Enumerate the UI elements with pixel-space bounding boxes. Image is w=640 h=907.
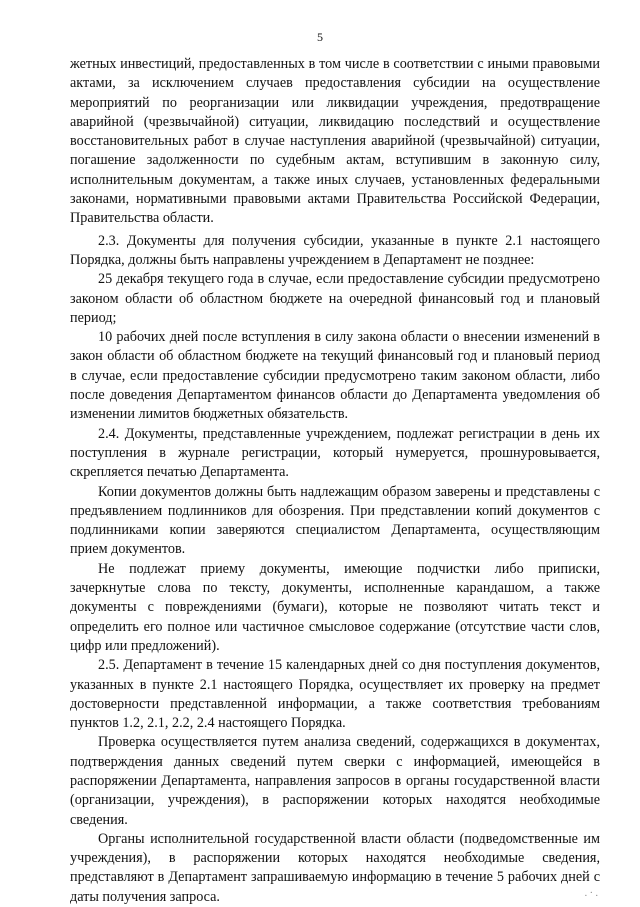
paragraph-continuation: жетных инвестиций, предоставленных в том числе в соответствии с иными правовыми актами, за исключением случаев предоставления субсидии на осуществление мероприятий по реорганизации или ликвидации учреждения, предотвращение аварийной (чрезвычайной) ситуации, ликвидацию последствий и осуществление восстановительных работ в случае наступления аварийной (чрезвычайной) ситуации, погашение задолженности по судебным актам, вступившим в законную силу, исполнительным документам, а также иных случаев, установленных федеральными законами, нормативными правовыми актами Правительства Российской Федерации, Правительства области. bbox=[70, 56, 600, 227]
document-body bbox=[70, 55, 600, 907]
page-number: 5 bbox=[317, 30, 323, 44]
paragraph-deadline-december: 25 декабря текущего года в случае, если предоставление субсидии предусмотрено законом области об областном бюджете на очередной финансовый год и плановый период; bbox=[70, 271, 600, 326]
paragraph-verification: Проверка осуществляется путем анализа сведений, содержащихся в документах, подтверждения данных сведений путем сверки с информацией, имеющейся в распоряжении Департамента, направления запросов в органы государственной власти (организации, учреждения), в распоряжении которых находятся необходимые сведения. bbox=[70, 734, 600, 828]
paragraph-not-accepted: Не подлежат приему документы, имеющие подчистки либо приписки, зачеркнутые слова по тексту, документы, исполненные карандашом, а также документы с повреждениями (бумаги), которые не позволяют читать текст и определить его полное или частичное смысловое содержание (отсутствие части слов, цифр или предложений). bbox=[70, 560, 600, 654]
paragraph-2-3: 2.3. Документы для получения субсидии, указанные в пункте 2.1 настоящего Порядка, должны быть направлены учреждением в Департамент не позднее: bbox=[70, 232, 600, 268]
paragraph-copies: Копии документов должны быть надлежащим образом заверены и представлены с предъявлением подлинников для обозрения. При представлении копий документов с подлинниками копии заверяются специалистом Департамента, осуществляющим прием документов. bbox=[70, 483, 600, 558]
paragraph-2-4: 2.4. Документы, представленные учреждением, подлежат регистрации в день их поступления в журнале регистрации, который нумеруется, прошнуровывается, скрепляется печатью Департамента. bbox=[70, 425, 600, 481]
scan-artifact: . · . bbox=[584, 888, 598, 899]
paragraph-authorities: Органы исполнительной государственной власти области (подведомственные им учреждения), в распоряжении которых находятся необходимые сведения, представляют в Департамент запрашиваемую информацию в течение 5 рабочих дней с даты получения запроса. bbox=[70, 830, 600, 905]
paragraph-deadline-ten-days: 10 рабочих дней после вступления в силу закона области о внесении изменений в закон области об областном бюджете на текущий финансовый год и плановый период в случае, если предоставление субсидии предусмотрено таким законом области, либо после доведения Департаментом финансов области до Департамента уведомления об изменении лимитов бюджетных обязательств. bbox=[70, 329, 600, 423]
paragraph-2-5: 2.5. Департамент в течение 15 календарных дней со дня поступления документов, указанных в пункте 2.1 настоящего Порядка, осуществляет их проверку на предмет достоверности представленной информации, а также соответствия требованиям пунктов 1.2, 2.1, 2.2, 2.4 настоящего Порядка. bbox=[70, 657, 600, 732]
